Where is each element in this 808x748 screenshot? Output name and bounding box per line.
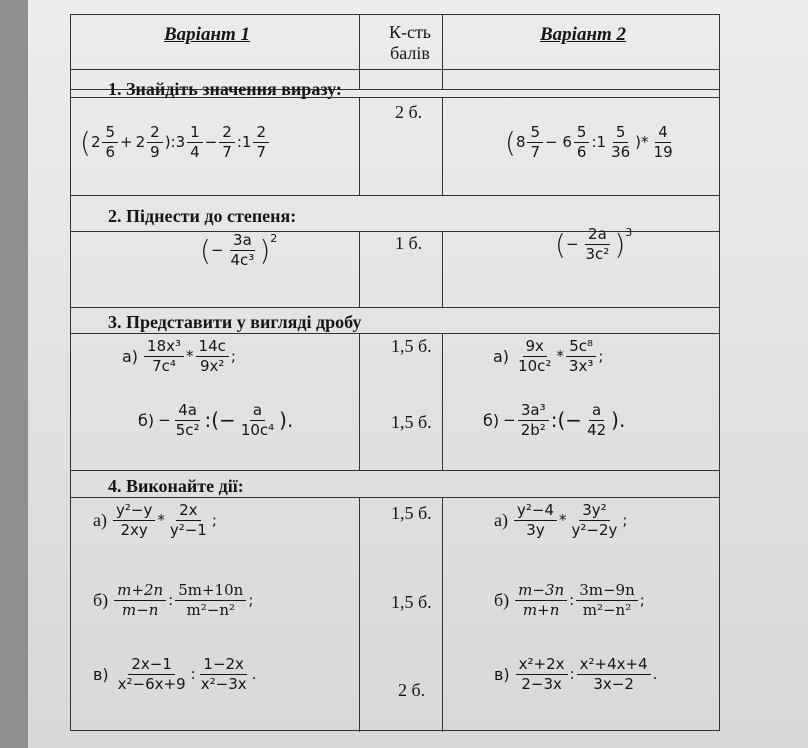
row-divider bbox=[71, 69, 719, 70]
row-divider bbox=[71, 497, 719, 498]
expression-task2-v2: ( − $\frac{2a}{\text{3c²}}$ ) 3 bbox=[555, 225, 633, 263]
row-divider bbox=[71, 195, 719, 196]
expression-task1-v2: ( 8 $\frac{5}{7}$ − 6 $\frac{5}{6}$ :1 $\frac{5}{36}$ )* $\frac{4}{19}$ bbox=[505, 123, 673, 161]
header-variant-2: Варіант 2 bbox=[540, 24, 627, 45]
row-divider bbox=[71, 307, 719, 308]
expression-task4-v2b: б) $\frac{m-3n}{m+n}$ : $\frac{3m-9n}{\text{m²−n²}}$ ; bbox=[494, 581, 645, 619]
col-divider bbox=[442, 15, 443, 89]
col-divider bbox=[442, 497, 443, 732]
col-divider bbox=[442, 333, 443, 470]
expression-task4-v2a: а) $\frac{\text{y²−4}}{3y}$ * $\frac{\text{3y²}}{\text{y²−2y}}$ ; bbox=[494, 501, 628, 539]
section-title: 1. Знайдіть значення виразу: bbox=[108, 79, 342, 99]
points-value: 1,5 б. bbox=[391, 336, 432, 356]
row-divider bbox=[71, 470, 719, 471]
col-divider bbox=[359, 231, 360, 307]
expression-task3-v2b: б) − $\frac{\text{3a³}}{\text{2b²}}$ :(− $\frac{a}{42}$ ). bbox=[483, 401, 626, 439]
expression-task3-v2a: а) $\frac{9x}{\text{10c²}}$ * $\frac{\text{5c⁸}}{\text{3x³}}$ ; bbox=[493, 337, 604, 375]
points-value: 1,5 б. bbox=[391, 412, 432, 432]
section-title: 4. Виконайте дії: bbox=[108, 476, 244, 496]
header-variant-1: Варіант 1 bbox=[164, 24, 251, 45]
expression-task2-v1: ( − $\frac{3a}{\text{4c³}}$ ) 2 bbox=[200, 231, 278, 269]
col-divider bbox=[359, 97, 360, 195]
row-divider bbox=[71, 333, 719, 334]
points-value: 1 б. bbox=[395, 233, 423, 253]
expression-task4-v1a: а) $\frac{\text{y²−y}}{2xy}$ * $\frac{2x}{\text{y²−1}}$ ; bbox=[93, 501, 217, 539]
header-points: К-сть балів bbox=[388, 22, 432, 63]
expression-task4-v2c: в) $\frac{\text{x²+2x}}{2-3x}$ : $\frac{\text{x²+4x+4}}{3x-2}$ . bbox=[494, 655, 658, 693]
section-title: 3. Представити у вигляді дробу bbox=[108, 312, 362, 332]
col-divider bbox=[442, 97, 443, 195]
points-value: 2 б. bbox=[398, 680, 426, 700]
col-divider bbox=[442, 231, 443, 307]
expression-task3-v1a: а) $\frac{\text{18x³}}{\text{7c⁴}}$ * $\frac{14c}{\text{9x²}}$ ; bbox=[122, 337, 236, 375]
col-divider bbox=[359, 15, 360, 89]
points-value: 1,5 б. bbox=[391, 503, 432, 523]
col-divider bbox=[359, 333, 360, 470]
col-divider bbox=[359, 497, 360, 732]
points-value: 2 б. bbox=[395, 102, 423, 122]
expression-task1-v1: ( 2 $\frac{5}{6}$ + 2 $\frac{2}{9}$ ):3 $\frac{1}{4}$ − $\frac{2}{7}$ :1 $\frac{2}{7}$ bbox=[80, 124, 271, 160]
expression-task4-v1c: в) $\frac{2x-1}{\text{x²−6x+9}}$ : $\frac{1-2x}{\text{x²−3x}}$ . bbox=[93, 655, 257, 693]
expression-task4-v1b: б) $\frac{m+2n}{m-n}$ : $\frac{5m+10n}{\text{m²−n²}}$ ; bbox=[93, 581, 254, 619]
points-value: 1,5 б. bbox=[391, 592, 432, 612]
section-title: 2. Піднести до степеня: bbox=[108, 206, 297, 226]
expression-task3-v1b: б) − $\frac{4a}{\text{5c²}}$ :(− $\frac{a}{\text{10c⁴}}$ ). bbox=[138, 401, 294, 439]
